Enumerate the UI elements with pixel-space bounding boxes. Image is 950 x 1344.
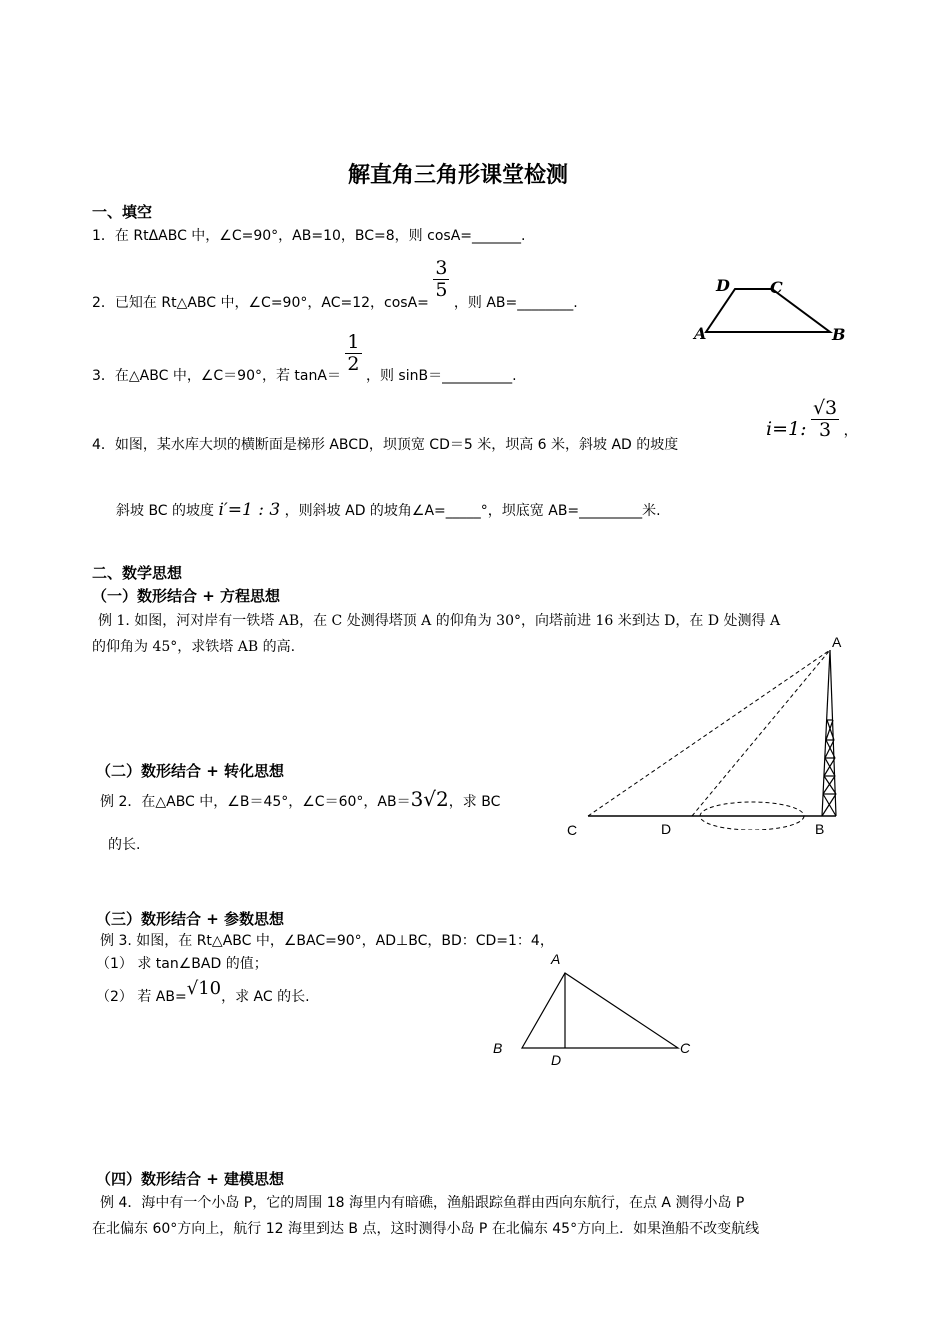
tower-label-c: C	[567, 822, 578, 838]
triangle-label-c: C	[680, 1040, 691, 1056]
triangle-label-d: D	[551, 1052, 562, 1068]
question-2-fraction	[433, 258, 449, 301]
question-2	[92, 246, 578, 312]
trapezoid-label-c: C	[770, 278, 783, 297]
section2-heading: 二、数学思想	[92, 564, 183, 582]
question-4-line2	[116, 500, 661, 520]
example-3-part1: （1） 求 tan∠BAD 的值；	[96, 956, 268, 972]
question-2-text-b: ，则 AB=________.	[453, 295, 578, 312]
slope-comma: ，	[843, 423, 858, 440]
fraction-numerator: 3	[435, 257, 448, 279]
question-4-text-b1: 斜坡 BC 的坡度	[116, 503, 215, 519]
example-4-line1: 例 4．海中有一个小岛 P，它的周围 18 海里内有暗礁，渔船跟踪鱼群由西向东航行，在点 A 测得小岛 P	[100, 1195, 745, 1211]
example-2-text-b: ，求 BC	[448, 794, 501, 810]
tower-label-d: D	[661, 821, 672, 837]
example-3-part2	[96, 978, 310, 1005]
question-3-text-a: 3．在△ABC 中，∠C＝90°，若 tanA＝	[92, 368, 341, 385]
question-3-fraction	[345, 332, 361, 375]
example-1-line2: 的仰角为 45°，求铁塔 AB 的高.	[92, 639, 296, 655]
tower-figure	[560, 630, 860, 830]
question-3	[92, 320, 517, 385]
slope-fraction	[811, 398, 839, 441]
triangle-label-b: B	[493, 1040, 503, 1056]
sightline-from-c	[588, 650, 830, 816]
trapezoid-shape	[706, 289, 830, 332]
sightline-from-d	[692, 650, 830, 816]
subsection-2-heading: （二）数形结合 + 转化思想	[96, 762, 285, 780]
example-3-part2-value: √10	[186, 978, 222, 999]
trapezoid-label-a: A	[694, 324, 707, 343]
question-4-line1: 4．如图，某水库大坝的横断面是梯形 ABCD，坝顶宽 CD＝5 米，坝高 6 米，斜坡 AD 的坡度	[92, 437, 679, 453]
question-3-text-b: ，则 sinB＝__________.	[365, 368, 517, 385]
example-4-line2: 在北偏东 60°方向上，航行 12 海里到达 B 点，这时测得小岛 P 在北偏东 45°方向上．如果渔船不改变航线	[92, 1221, 760, 1237]
subsection-3-heading: （三）数形结合 + 参数思想	[96, 910, 285, 928]
example-3-part2-text-a: （2） 若 AB=	[96, 989, 187, 1005]
example-3-part2-text-b: ，求 AC 的长.	[221, 989, 310, 1005]
example-2-text-a: 例 2．在△ABC 中，∠B＝45°，∠C＝60°，AB＝	[100, 794, 411, 810]
page-title: 解直角三角形课堂检测	[348, 163, 569, 188]
fraction-denominator: 5	[435, 278, 448, 301]
example-2-line2: 的长.	[108, 837, 141, 853]
fraction-denominator: 2	[347, 352, 360, 375]
tower-label-b: B	[815, 821, 825, 837]
example-2-line1	[100, 787, 500, 811]
tower-structure	[822, 650, 836, 816]
trapezoid-label-d: D	[716, 276, 730, 295]
example-1-line1: 例 1. 如图，河对岸有一铁塔 AB，在 C 处测得塔顶 A 的仰角为 30°，向塔前进 16 米到达 D，在 D 处测得 A	[98, 613, 781, 629]
example-2-value: 3√2	[410, 787, 449, 811]
example-3-line1: 例 3. 如图，在 Rt△ABC 中，∠BAC=90°，AD⊥BC，BD：CD=1：4，	[100, 933, 554, 949]
section1-heading: 一、填空	[92, 203, 153, 221]
question-4-text-b2: ，则斜坡 AD 的坡角∠A=_____°，坝底宽 AB=_________米.	[284, 503, 661, 519]
question-2-text-a: 2．已知在 Rt△ABC 中，∠C=90°，AC=12，cosA=	[92, 295, 429, 312]
triangle-label-a: A	[551, 951, 561, 967]
question-4-slope-ratio	[766, 398, 858, 441]
subsection-4-heading: （四）数形结合 + 建模思想	[96, 1170, 285, 1188]
fraction-denominator: 3	[819, 418, 832, 441]
triangle-abc	[522, 973, 678, 1048]
fraction-numerator: 1	[347, 331, 360, 353]
slope-i: i=1:	[766, 418, 807, 441]
triangle-figure	[510, 965, 690, 1055]
slope-i-prime: i′=1 : 3	[218, 500, 281, 520]
subsection-1-heading: （一）数形结合 + 方程思想	[92, 587, 281, 605]
tower-label-a: A	[832, 634, 842, 650]
question-1: 1．在 RtΔABC 中，∠C=90°，AB=10，BC=8，则 cosA=_______.	[92, 228, 526, 244]
fraction-numerator: √3	[812, 397, 838, 419]
trapezoid-label-b: B	[832, 325, 846, 344]
